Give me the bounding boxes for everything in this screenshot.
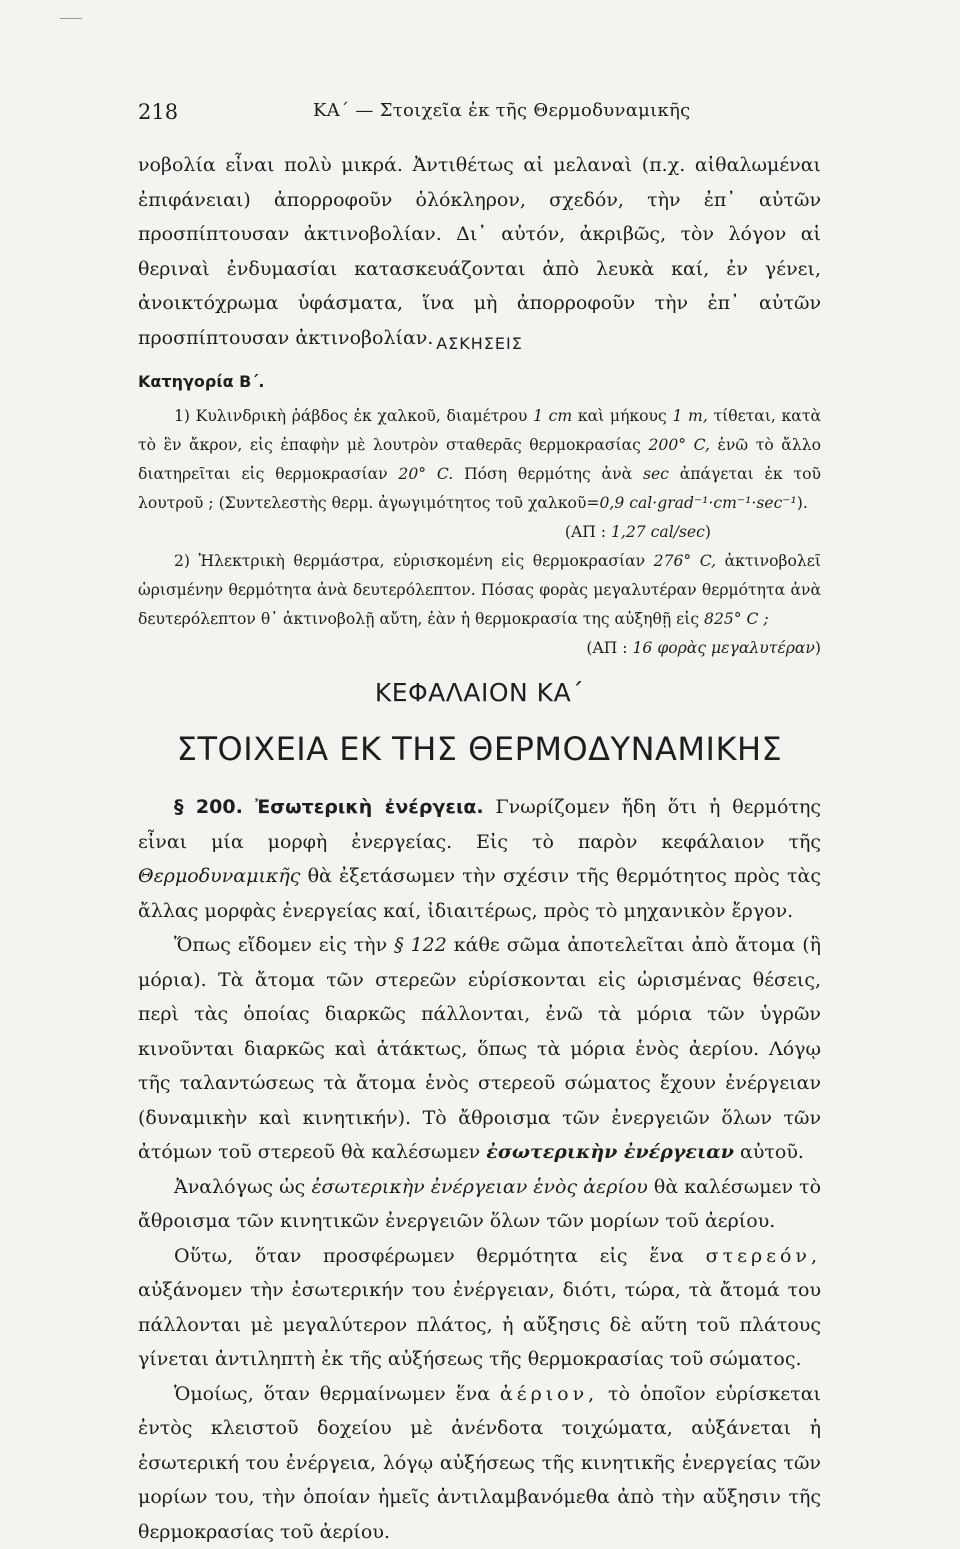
s200-text: Ὁμοίως, ὅταν θερμαίνωμεν ἕνα <box>174 1383 500 1405</box>
section-200-paragraph-1 <box>138 790 821 928</box>
exercises-block <box>138 402 821 663</box>
ex2-temp-initial: 276° C, <box>654 552 716 570</box>
exercise-2 <box>138 547 821 634</box>
ex1-text: 1) Κυλινδρικὴ ῥάβδος ἐκ χαλκοῦ, διαμέτρου <box>174 407 533 425</box>
exercises-title: ΑΣΚΗΣΕΙΣ <box>138 334 821 353</box>
ex1-text: καὶ μήκους <box>572 407 672 425</box>
s200-text: θὰ καλέσωμεν τὸ ἄθροισμα τῶν κινητικῶν ἐνεργειῶν ὅλων τῶν μορίων τοῦ ἀερίου. <box>138 1176 821 1233</box>
s200-text: τὸ ὁποῖον εὑρίσκεται ἐντὸς κλειστοῦ δοχείου μὲ ἀνένδοτα τοιχώματα, αὐξάνεται ἡ ἐσωτερική του ἐνέργεια, λόγῳ αὐξήσεως τῆς κινητικῆς ἐνεργείας τῶν μορίων του, τὴν ὁποίαν ἡμεῖς ἀντιλαμβανόμεθα ἀπὸ τὴν αὔξησιν τῆς θερμοκρασίας τοῦ ἀερίου. <box>138 1383 821 1543</box>
section-200-paragraph-2 <box>138 928 821 1170</box>
s200-text: κάθε σῶμα ἀποτελεῖται ἀπὸ ἄτομα (ἢ μόρια). Τὰ ἄτομα τῶν στερεῶν εὑρίσκονται εἰς ὡρισμένας θέσεις, περὶ τὰς ὁποίας διαρκῶς πάλλονται, ἐνῶ τὰ μόρια τῶν ὑγρῶν κινοῦνται διαρκῶς καὶ ἀτάκτως, ὅπως τὰ μόρια ἑνὸς ἀερίου. Λόγῳ τῆς ταλαντώσεως τὰ ἄτομα ἑνὸς στερεοῦ σώματος ἔχουν ἐνέργειαν (δυναμικὴν καὶ κινητικήν). Τὸ ἄθροισμα τῶν ἐνεργειῶν ὅλων τῶν ἀτόμων τοῦ στερεοῦ θὰ καλέσωμεν <box>138 934 821 1163</box>
ex1-text: ἐνῶ τὸ ἄλλο διατηρεῖται εἰς θερμοκρασίαν <box>138 436 821 483</box>
s200-text: Ὅπως εἴδομεν εἰς τὴν <box>174 934 394 956</box>
section-200-paragraph-4 <box>138 1239 821 1377</box>
exercise-category: Κατηγορία Β΄. <box>138 372 264 391</box>
ex1-text: Πόση θερμότης ἀνὰ <box>453 465 643 483</box>
s200-text: Γνωρίζομεν ἤδη ὅτι ἡ θερμότης εἶναι μία μορφὴ ἐνεργείας. Εἰς τὸ παρὸν κεφάλαιον τῆς <box>138 796 821 853</box>
exercise-1-answer <box>138 518 821 547</box>
section-200 <box>138 790 821 1549</box>
ex1-length: 1 m, <box>672 407 707 425</box>
ex1-text: ἀπάγεται ἐκ τοῦ λουτροῦ ; (Συντελεστὴς θερμ. ἀγωγιμότητος τοῦ χαλκοῦ= <box>138 465 821 512</box>
s200-text: Ἀναλόγως ὡς <box>174 1176 311 1198</box>
exercise-2-answer <box>138 634 821 663</box>
answer-suffix: ) <box>815 639 821 657</box>
margin-mark <box>60 18 82 19</box>
ex2-text: 2) Ἠλεκτρικὴ θερμάστρα, εὑρισκομένη εἰς θερμοκρασίαν <box>174 552 654 570</box>
ex2-temp-final: 825° C ; <box>704 610 769 628</box>
ex1-sec: sec <box>643 465 669 483</box>
intro-block <box>138 148 821 355</box>
ex1-coefficient: 0,9 cal·grad⁻¹·cm⁻¹·sec⁻¹ <box>600 494 797 512</box>
exercise-1 <box>138 402 821 518</box>
chapter-title: ΣΤΟΙΧΕΙΑ ΕΚ ΤΗΣ ΘΕΡΜΟΔΥΝΑΜΙΚΗΣ <box>138 730 821 768</box>
section-200-paragraph-5 <box>138 1377 821 1549</box>
chapter-label: ΚΕΦΑΛΑΙΟΝ ΚΑ΄ <box>138 678 821 707</box>
s200-text: αὐτοῦ. <box>734 1141 804 1163</box>
answer-suffix: ) <box>705 523 711 541</box>
ex1-temp-cold: 20° C. <box>398 465 453 483</box>
ex2-text: ἀκτινοβολεῖ ὡρισμένην θερμότητα ἀνὰ δευτερόλεπτον. Πόσας φορὰς μεγαλυτέραν θερμότητα ἀνὰ δευτερόλεπτον θ᾽ ἀκτινοβολῇ αὔτη, ἐὰν ἡ θερμοκρασία της αὐξηθῇ εἰς <box>138 552 821 628</box>
running-title: ΚΑ΄ — Στοιχεῖα ἐκ τῆς Θερμοδυναμικῆς <box>313 100 691 121</box>
s200-emphasis: Θερμοδυναμικῆς <box>138 865 300 887</box>
page-header <box>138 100 838 130</box>
answer-value: 1,27 cal/sec <box>611 523 705 541</box>
s200-section-ref: § 122 <box>394 934 447 956</box>
s200-term: ἐσωτερικὴν ἐνέργειαν ἑνὸς ἀερίου <box>311 1176 648 1198</box>
ex1-temp-hot: 200° C, <box>648 436 709 454</box>
ex1-text: ). <box>797 494 808 512</box>
page-number: 218 <box>138 100 178 124</box>
s200-text: αὐξάνομεν τὴν ἐσωτερικήν του ἐνέργειαν, διότι, τώρα, τὰ ἄτομά του πάλλονται μὲ μεγαλύτερον πλάτος, ἡ αὔξησις δὲ αὕτη τοῦ πλάτους γίνεται ἀντιληπτὴ ἐκ τῆς αὐξήσεως τῆς θερμοκρασίας τοῦ σώματος. <box>138 1279 821 1370</box>
section-200-paragraph-3 <box>138 1170 821 1239</box>
s200-term: ἐσωτερικὴν ἐνέργειαν <box>486 1141 734 1163</box>
s200-spaced-word: στερεόν, <box>706 1245 821 1267</box>
answer-value: 16 φορὰς μεγαλυτέραν <box>633 639 815 657</box>
s200-spaced-word: ἀέριον, <box>500 1383 598 1405</box>
intro-paragraph: νοβολία εἶναι πολὺ μικρά. Ἀντιθέτως αἱ μελαναὶ (π.χ. αἰθαλωμέναι ἐπιφάνειαι) ἀπορροφοῦν ὁλόκληρον, σχεδόν, τὴν ἐπ᾽ αὐτῶν προσπίπτουσαν ἀκτινοβολίαν. Δι᾽ αὐτόν, ἀκριβῶς, τὸν λόγον αἱ θεριναὶ ἐνδυμασίαι κατασκευάζονται ἀπὸ λευκὰ καί, ἐν γένει, ἀνοικτόχρωμα ὑφάσματα, ἵνα μὴ ἀπορροφοῦν τὴν ἐπ᾽ αὐτῶν προσπίπτουσαν ἀκτινοβολίαν. <box>138 148 821 355</box>
answer-prefix: (ΑΠ : <box>586 639 632 657</box>
section-heading: § 200. Ἐσωτερικὴ ἐνέργεια. <box>174 796 484 818</box>
ex1-diameter: 1 cm <box>533 407 572 425</box>
s200-text: Οὕτω, ὅταν προσφέρωμεν θερμότητα εἰς ἕνα <box>174 1245 706 1267</box>
s200-text: θὰ ἐξετάσωμεν τὴν σχέσιν τῆς θερμότητος πρὸς τὰς ἄλλας μορφὰς ἐνεργείας καί, ἰδιαιτέρως, πρὸς τὸ μηχανικὸν ἔργον. <box>138 865 821 922</box>
ex1-text: τίθεται, κατὰ τὸ ἓν ἄκρον, εἰς ἐπαφὴν μὲ λουτρὸν σταθερᾶς θερμοκρασίας <box>138 407 821 454</box>
answer-prefix: (ΑΠ : <box>565 523 611 541</box>
